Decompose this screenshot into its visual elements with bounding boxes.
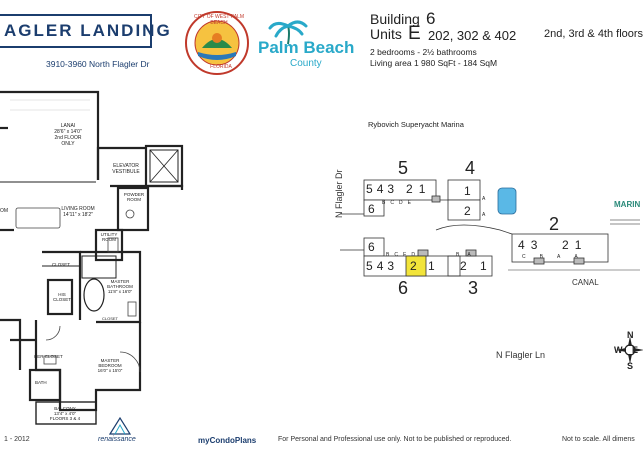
footer-year: 1 - 2012: [4, 436, 30, 443]
unit-specs: [370, 47, 497, 69]
building-5-label: 5: [398, 158, 409, 178]
b5-unit-numbers: 543: [366, 182, 399, 196]
building-6-label: 6: [398, 278, 409, 298]
compass-n: N: [627, 330, 634, 340]
seal-top-text: CITY OF WEST PALM BEACH: [194, 14, 245, 26]
room-master-bath: MASTER BATHROOM 11'8" x 16'0": [107, 279, 133, 294]
b5-sub-unit: 6: [368, 202, 375, 216]
building-2-label: 2: [549, 214, 560, 234]
room-his-closet: HIS CLOSET: [52, 292, 71, 302]
marina-short-label: MARIN: [614, 200, 641, 209]
marina-label: Rybovich Superyacht Marina: [368, 120, 464, 129]
b2-unit-numbers: 43: [518, 238, 544, 252]
room-utility: UTILITY ROOM: [100, 232, 118, 242]
footer-scale: Not to scale. All dimens: [562, 436, 635, 443]
b4-unit-1: 1: [464, 184, 471, 198]
room-bath: BATH: [35, 380, 47, 385]
footer-mycondoplans: myCondoPlans: [198, 436, 257, 445]
b5-unit-numbers-right: 21: [406, 182, 432, 196]
b6-unit-1: 1: [428, 259, 435, 273]
site-map-drawing: [340, 150, 640, 350]
footer-disclaimer: For Personal and Professional use only. Not to be published or reproduced.: [278, 436, 512, 443]
street-n-flagler-ln: N Flagler Ln: [496, 350, 546, 360]
b2-unit-letters: CBAA: [522, 254, 592, 260]
canal-label: CANAL: [572, 278, 599, 287]
room-lanai: LANAI 28'6" x 14'0" 2nd FLOOR ONLY: [54, 123, 82, 147]
compass-w: W: [614, 345, 623, 355]
building-3-label: 3: [468, 278, 479, 298]
floors-text: 2nd, 3rd & 4th floors: [544, 28, 643, 40]
b6-unit-letters: BCED: [386, 252, 420, 258]
b2-unit-numbers-right: 21: [562, 238, 588, 252]
b4-letter-a1: A: [482, 196, 486, 202]
building-label: Building: [370, 11, 420, 27]
unit-numbers: 202, 302 & 402: [428, 28, 517, 43]
room-living: LIVING ROOM 14'11" x 18'2": [61, 206, 95, 218]
project-title: AGLER LANDING: [4, 21, 172, 40]
project-address: 3910-3960 North Flagler Dr: [46, 59, 150, 69]
street-n-flagler-dr: N Flagler Dr: [334, 169, 344, 218]
b4-unit-2: 2: [464, 204, 471, 218]
b6-unit-highlighted: 2: [410, 259, 417, 273]
room-closet-2: CLOSET: [102, 316, 119, 321]
b6-unit-numbers: 543: [366, 259, 399, 273]
units-label: Units: [370, 26, 402, 42]
b5-unit-letters: BCDE: [382, 200, 416, 206]
footer-renaissance: renaissance: [98, 436, 136, 443]
room-powder: POWDER ROOM: [123, 192, 145, 202]
bedrooms-text: 2 bedrooms - 2½ bathrooms: [370, 47, 477, 57]
b6-sub-unit: 6: [368, 240, 375, 254]
b3-unit-letters: BA: [456, 252, 479, 258]
building-4-label: 4: [465, 158, 476, 178]
b3-unit-2: 2: [460, 259, 467, 273]
compass-e: E: [632, 345, 639, 355]
living-area-text: Living area 1 980 SqFt - 184 SqM: [370, 58, 498, 68]
room-elevator-vestibule: ELEVATOR VESTIBULE: [112, 163, 140, 175]
county-logo-main: Palm Beach: [258, 38, 355, 57]
unit-letter: E: [408, 23, 421, 44]
room-master-bedroom: MASTER BEDROOM 16'0" x 15'0": [97, 358, 123, 373]
county-logo-sub: County: [290, 58, 322, 69]
building-number: 6: [426, 9, 436, 28]
room-her-closet: HER CLOSET: [34, 354, 63, 359]
seal-bottom-text: FLORIDA: [210, 64, 232, 70]
room-closet-1: CLOSET: [52, 262, 71, 267]
project-title-box: [0, 14, 172, 48]
compass-s: S: [627, 361, 634, 371]
floor-plan-drawing: [0, 70, 200, 432]
room-partial-left: OM: [0, 208, 9, 214]
renaissance-logo-icon: [108, 416, 132, 436]
room-balcony: BALCONY 13'4" x 4'0" FLOORS 3 & 4: [49, 406, 81, 421]
b4-letter-a2: A: [482, 212, 486, 218]
b3-unit-1: 1: [480, 259, 487, 273]
